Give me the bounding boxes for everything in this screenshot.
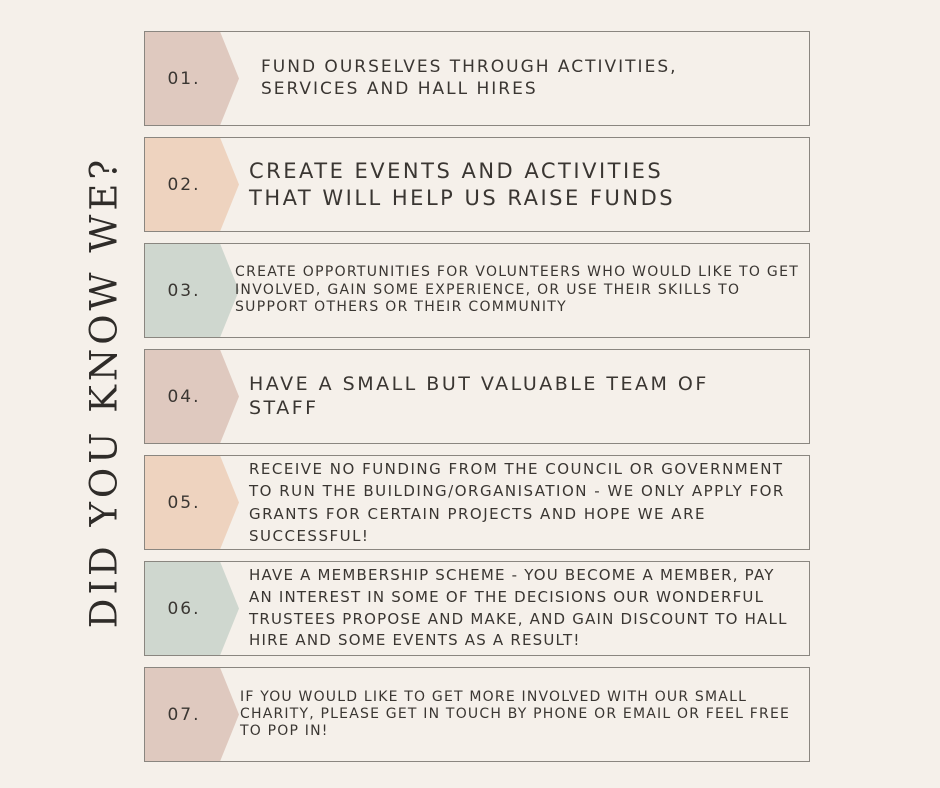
page-title: DID YOU KNOW WE? bbox=[82, 155, 126, 629]
item-number: 02. bbox=[167, 174, 201, 195]
list-item-06 bbox=[144, 561, 810, 656]
item-text: FUND OURSELVES THROUGH ACTIVITIES, SERVICES AND HALL HIRES bbox=[261, 57, 678, 99]
item-text: RECEIVE NO FUNDING FROM THE COUNCIL OR GOVERNMENT TO RUN THE BUILDING/ORGANISATION - WE ONLY APPLY FOR GRANTS FOR CERTAIN PROJECTS AND HOPE WE ARE SUCCESSFUL! bbox=[249, 459, 785, 545]
item-number: 05. bbox=[167, 492, 201, 513]
item-number: 06. bbox=[167, 598, 201, 619]
item-number: 01. bbox=[167, 68, 201, 89]
item-text: CREATE OPPORTUNITIES FOR VOLUNTEERS WHO WOULD LIKE TO GET INVOLVED, GAIN SOME EXPERIENCE, OR USE THEIR SKILLS TO SUPPORT OTHERS OR THEIR COMMUNITY bbox=[235, 264, 800, 316]
list-item-07 bbox=[144, 667, 810, 762]
item-number: 04. bbox=[167, 386, 201, 407]
item-text: IF YOU WOULD LIKE TO GET MORE INVOLVED WITH OUR SMALL CHARITY, PLEASE GET IN TOUCH BY PHONE OR EMAIL OR FEEL FREE TO POP IN! bbox=[240, 689, 791, 739]
item-number: 07. bbox=[167, 704, 201, 725]
list-item-05 bbox=[144, 455, 810, 550]
list-item-04 bbox=[144, 349, 810, 444]
item-number: 03. bbox=[167, 280, 201, 301]
list-item-02 bbox=[144, 137, 810, 232]
item-text: CREATE EVENTS AND ACTIVITIES THAT WILL HELP US RAISE FUNDS bbox=[249, 159, 676, 210]
list-item-03 bbox=[144, 243, 810, 338]
item-text: HAVE A SMALL BUT VALUABLE TEAM OF STAFF bbox=[249, 372, 709, 419]
item-text: HAVE A MEMBERSHIP SCHEME - YOU BECOME A MEMBER, PAY AN INTEREST IN SOME OF THE DECISIONS OUR WONDERFUL TRUSTEES PROPOSE AND MAKE, AND GAIN DISCOUNT TO HALL HIRE AND SOME EVENTS AS A RESULT! bbox=[249, 566, 788, 650]
list-item-01 bbox=[144, 31, 810, 126]
